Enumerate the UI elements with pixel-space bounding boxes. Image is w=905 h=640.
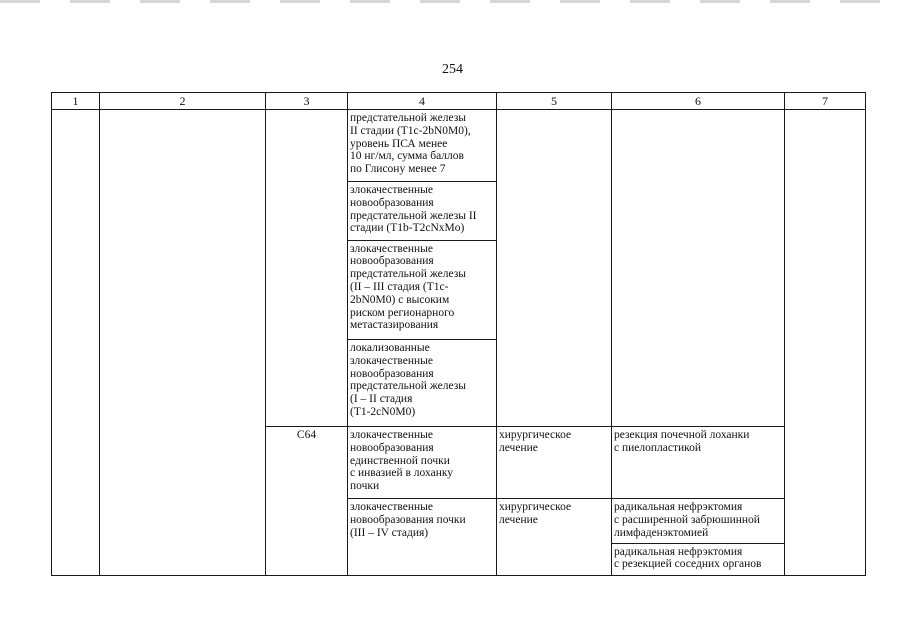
cell-diagnosis: локализованные злокачественные новообразования предстательной железы (I – II стадия (T1-2cN0M0) [348,339,497,426]
column-header-1: 1 [52,93,100,110]
cell-col2-empty [100,110,266,576]
column-header-5: 5 [497,93,612,110]
cell-treatment [497,110,612,427]
cell-method [612,110,785,427]
cell-col7-empty [785,110,866,576]
cell-diagnosis: предстательной железы II стадии (T1c-2bN0M0), уровень ПСА менее 10 нг/мл, сумма баллов по Глисону менее 7 [348,110,497,182]
cell-code: C64 [266,427,348,576]
medical-care-table [51,92,866,576]
column-header-6: 6 [612,93,785,110]
column-header-7: 7 [785,93,866,110]
cell-method: радикальная нефрэктомия с резекцией соседних органов [612,543,785,575]
cell-diagnosis: злокачественные новообразования единственной почки с инвазией в лоханку почки [348,427,497,499]
column-header-4: 4 [348,93,497,110]
cell-treatment: хирургическое лечение [497,498,612,575]
cell-diagnosis: злокачественные новообразования предстательной железы II стадии (T1b-T2cNxMo) [348,181,497,240]
table-row [52,110,866,182]
column-header-3: 3 [266,93,348,110]
scan-edge-artifact [0,0,905,3]
cell-col1-empty [52,110,100,576]
cell-treatment: хирургическое лечение [497,427,612,499]
cell-code [266,110,348,427]
cell-method: радикальная нефрэктомия с расширенной забрюшинной лимфаденэктомией [612,498,785,543]
page-number: 254 [442,62,463,77]
column-header-2: 2 [100,93,266,110]
cell-diagnosis: злокачественные новообразования почки (III – IV стадия) [348,498,497,575]
table-header-row [52,93,866,110]
cell-method: резекция почечной лоханки с пиелопластикой [612,427,785,499]
cell-diagnosis: злокачественные новообразования предстательной железы (II – III стадия (T1c- 2bN0M0) с высоким риском регионарного метастазирования [348,240,497,339]
